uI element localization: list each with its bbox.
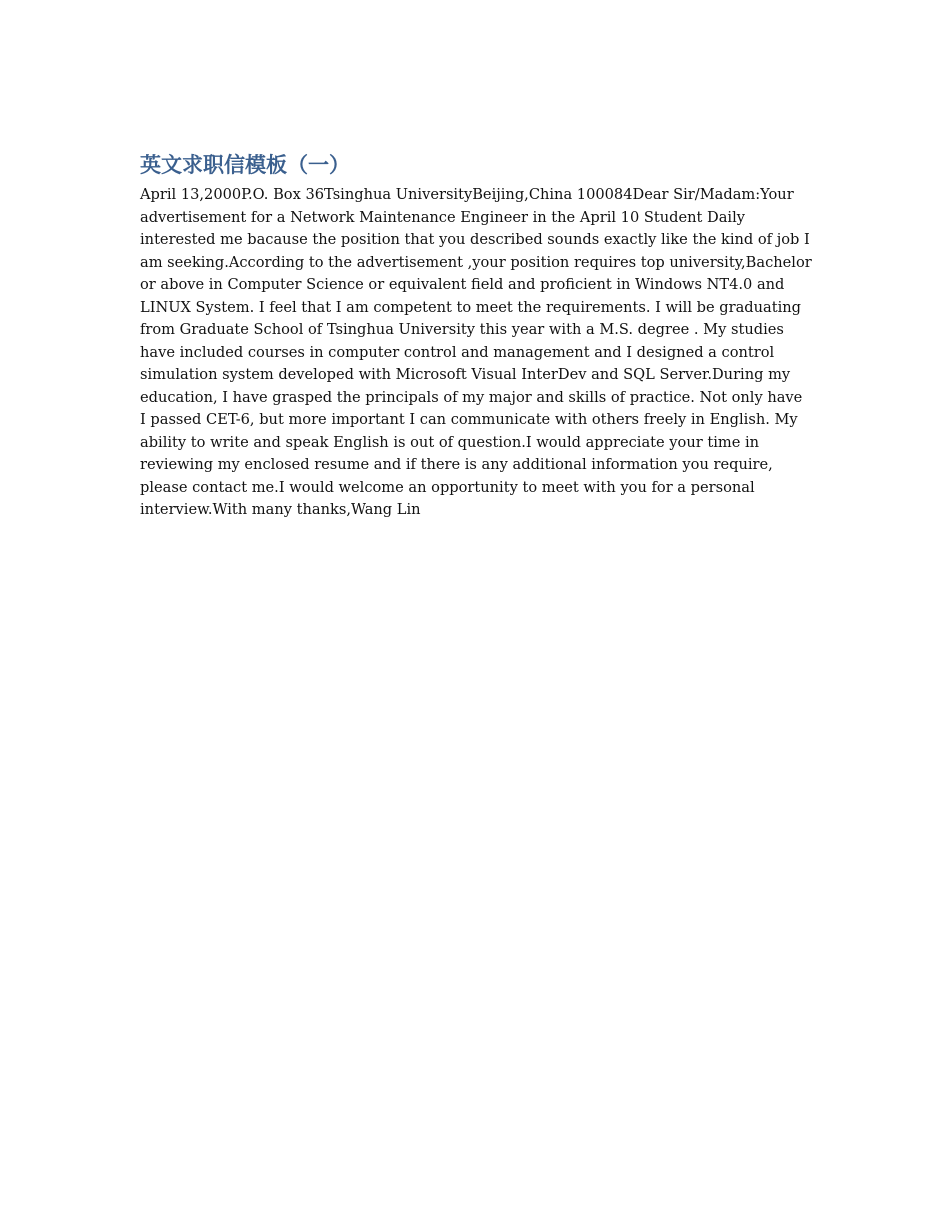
document-title: 英文求职信模板（一） [140, 153, 350, 177]
cover-letter-body: April 13,2000P.O. Box 36Tsinghua UniversityBeijing,China 100084Dear Sir/Madam:Your advertisement for a Network Maintenance Engineer in the April 10 Student Daily interested me bacause the position that you described sounds exactly like the kind of job I am seeking.According to the advertisement ,your position requires top university,Bachelor or above in Computer Science or equivalent field and proficient in Windows NT4.0 and LINUX System. I feel that I am competent to meet the requirements. I will be graduating from Graduate School of Tsinghua University this year with a M.S. degree . My studies have included courses in computer control and management and I designed a control simulation system developed with Microsoft Visual InterDev and SQL Server.During my education, I have grasped the principals of my major and skills of practice. Not only have I passed CET-6, but more important I can communicate with others freely in English. My ability to write and speak English is out of question.I would appreciate your time in reviewing my enclosed resume and if there is any additional information you require, please contact me.I would welcome an opportunity to meet with you for a personal interview.With many thanks,Wang Lin [140, 186, 812, 518]
document-content [140, 150, 812, 522]
